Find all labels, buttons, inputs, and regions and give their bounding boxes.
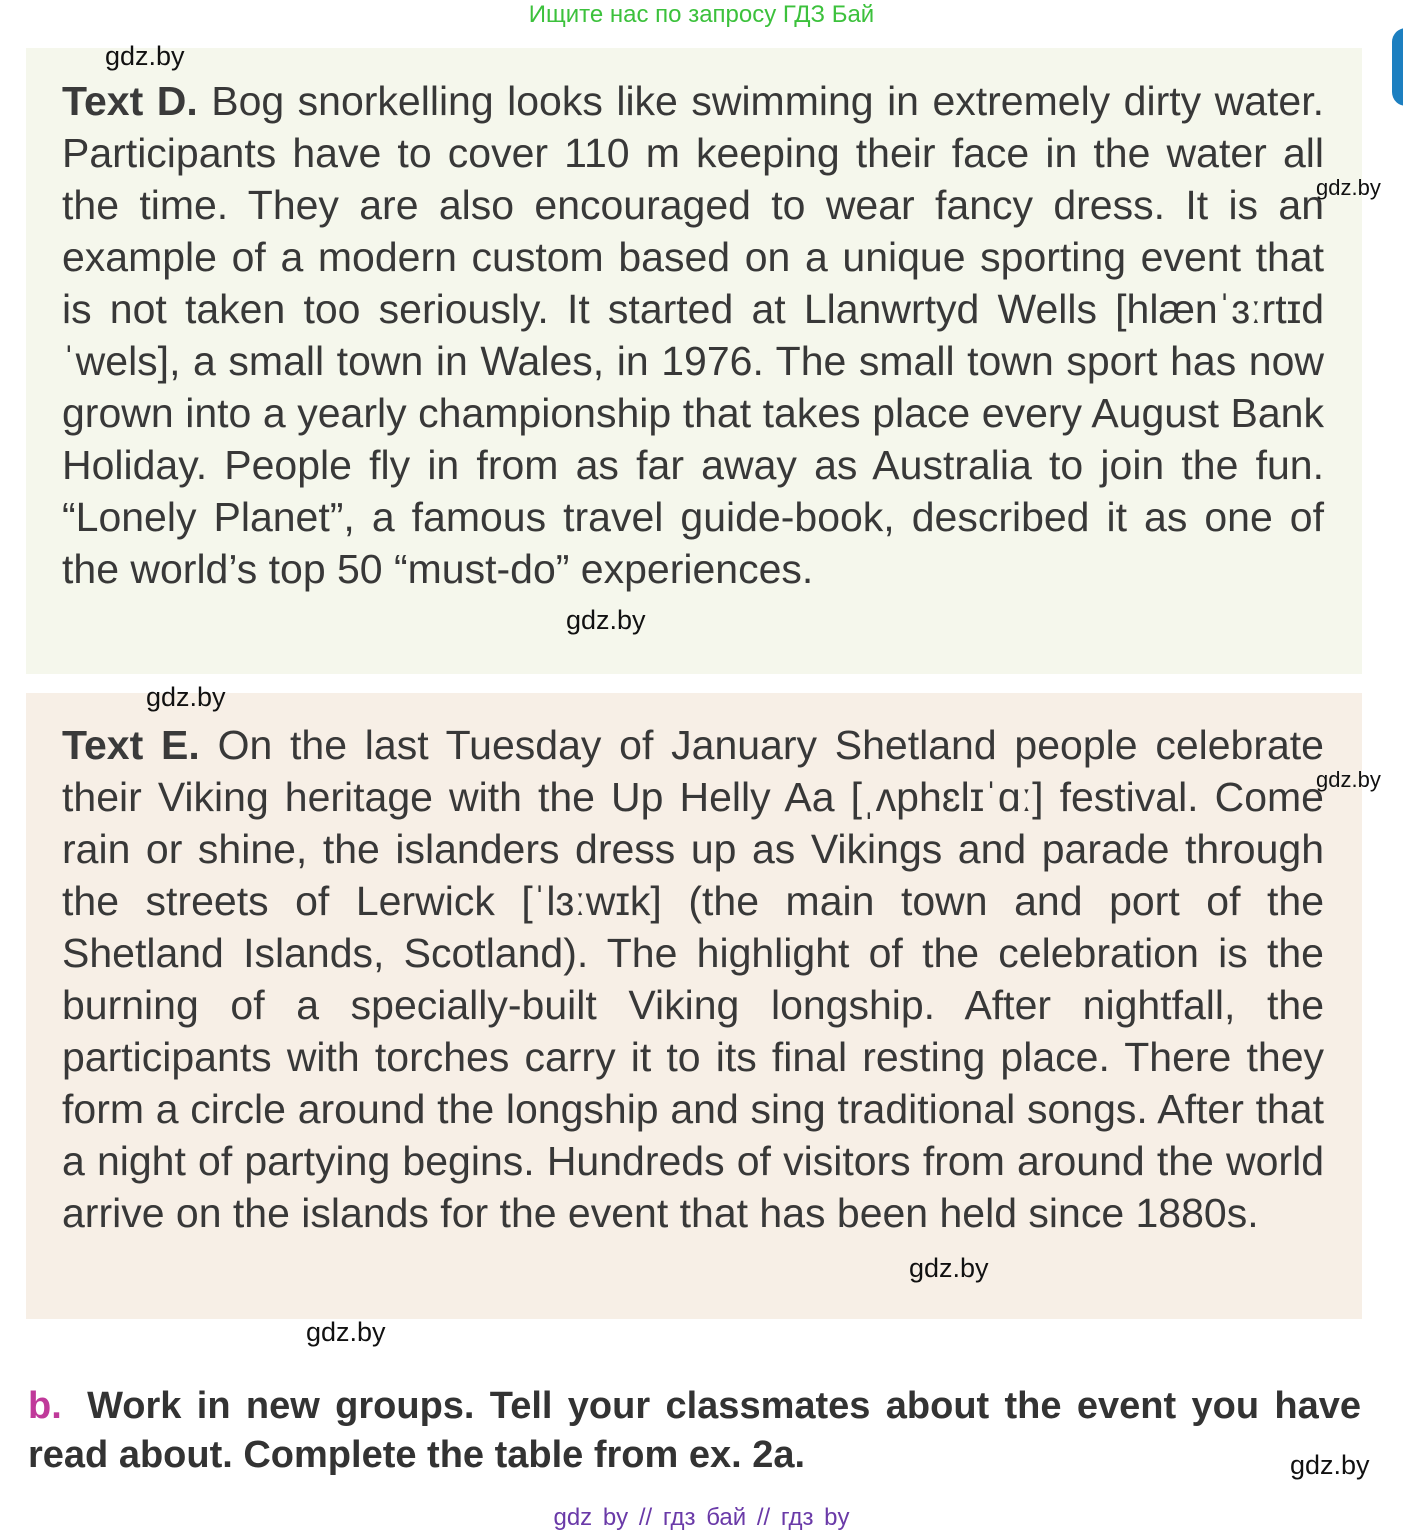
watermark: gdz.by bbox=[1316, 767, 1381, 792]
text-d-body: Bog snorkelling looks like swimming in extremely dirty water. Participants have to cover 110 m keeping their face in the water all the time. They are also encouraged to wear fancy dress. It is an example of a modern custom based on a unique sporting event that is not taken too seriously. It started at Llanwrtyd Wells [hlænˈɜːrtɪd ˈwels], a small town in Wales, in 1976. The small town sport has now grown into a yearly championship that takes place every August Bank Holiday. People fly in from as far away as Australia to join the fun. “Lonely Planet”, a famous travel guide-book, described it as one of the world’s top 50 “must-do” experiences. bbox=[62, 78, 1324, 592]
text-d-label: Text D. bbox=[62, 78, 198, 124]
task-text: Work in new groups. Tell your classmates about the event you have read about. Complete the table from ex. 2a. bbox=[28, 1385, 1361, 1476]
task-b bbox=[28, 1382, 1361, 1480]
watermark: gdz.by bbox=[146, 682, 226, 712]
watermark: gdz.by bbox=[1316, 175, 1381, 200]
watermark: gdz.by bbox=[566, 605, 646, 635]
watermark: gdz.by bbox=[909, 1253, 989, 1283]
watermark: gdz.by bbox=[1290, 1450, 1370, 1480]
text-e bbox=[62, 719, 1324, 1239]
text-e-panel bbox=[26, 693, 1362, 1319]
corner-tab-decoration bbox=[1392, 28, 1403, 106]
text-e-label: Text E. bbox=[62, 722, 200, 768]
task-letter: b. bbox=[28, 1385, 62, 1427]
text-d-panel bbox=[26, 48, 1362, 674]
text-d bbox=[62, 75, 1324, 595]
footer-links[interactable]: gdz by // гдз бай // гдз by bbox=[553, 1504, 850, 1531]
top-banner[interactable]: Ищите нас по запросу ГДЗ Бай bbox=[528, 1, 875, 28]
text-e-body: On the last Tuesday of January Shetland people celebrate their Viking heritage with the Up Helly Aa [ˌʌphɛlɪˈɑː] festival. Come rain or shine, the islanders dress up as Vikings and parade through the streets of Lerwick [ˈlɜːwɪk] (the main town and port of the Shetland Islands, Scotland). The highlight of the celebration is the burning of a specially-built Viking longship. After nightfall, the participants with torches carry it to its final resting place. There they form a circle around the longship and sing traditional songs. After that a night of partying begins. Hundreds of visitors from around the world arrive on the islands for the event that has been held since 1880s. bbox=[62, 722, 1324, 1236]
watermark: gdz.by bbox=[306, 1317, 386, 1347]
watermark: gdz.by bbox=[105, 41, 185, 71]
